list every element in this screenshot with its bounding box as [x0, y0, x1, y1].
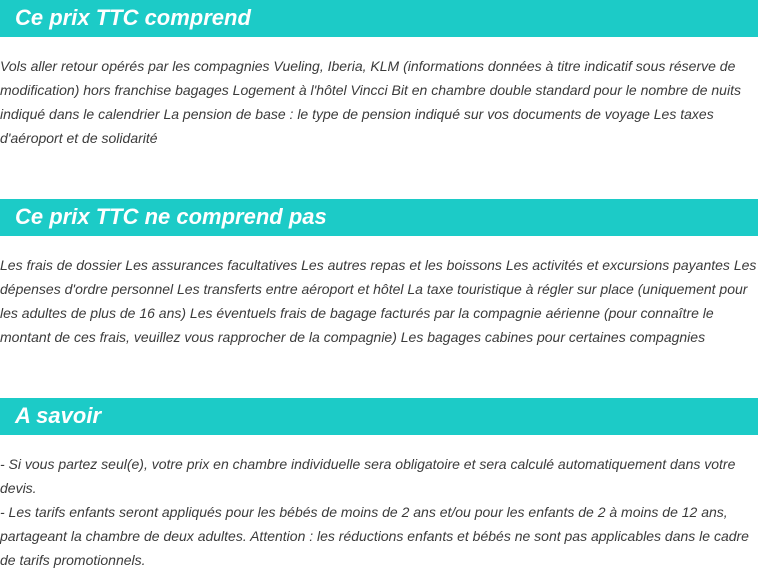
good-to-know-children-paragraph: - Les tarifs enfants seront appliqués pour les bébés de moins de 2 ans et/ou pour les enfants de 2 à moins de 12 ans, partageant la chambre de deux adultes. Attention : les réductions enfants et bébés ne sont pas applicables dans le cadre de tarifs promotionnels. — [0, 504, 749, 568]
section-header-not-included — [0, 199, 758, 236]
section-header-included — [0, 0, 758, 37]
section-body-good-to-know — [0, 452, 758, 572]
not-included-paragraph: Les frais de dossier Les assurances facultatives Les autres repas et les boissons Les activités et excursions payantes Les dépenses d'ordre personnel Les transferts entre aéroport et hôtel La taxe touristique à régler sur place (uniquement pour les adultes de plus de 16 ans) Les éventuels frais de bagage facturés par la compagnie aérienne (pour connaître le montant de ces frais, veuillez vous rapprocher de la compagnie) Les bagages cabines pour certaines compagnies — [0, 257, 757, 345]
section-title-included: Ce prix TTC comprend — [15, 5, 251, 30]
section-title-not-included: Ce prix TTC ne comprend pas — [15, 204, 327, 229]
included-paragraph: Vols aller retour opérés par les compagnies Vueling, Iberia, KLM (informations données à titre indicatif sous réserve de modification) hors franchise bagages Logement à l'hôtel Vincci Bit en chambre double standard pour le nombre de nuits indiqué dans le calendrier La pension de base : le type de pension indiqué sur vos documents de voyage Les taxes d'aéroport et de solidarité — [0, 58, 741, 146]
section-header-good-to-know — [0, 398, 758, 435]
section-body-not-included — [0, 253, 758, 349]
section-title-good-to-know: A savoir — [15, 403, 102, 428]
section-body-included — [0, 54, 758, 150]
good-to-know-solo-paragraph: - Si vous partez seul(e), votre prix en chambre individuelle sera obligatoire et sera calculé automatiquement dans votre devis. — [0, 456, 736, 496]
